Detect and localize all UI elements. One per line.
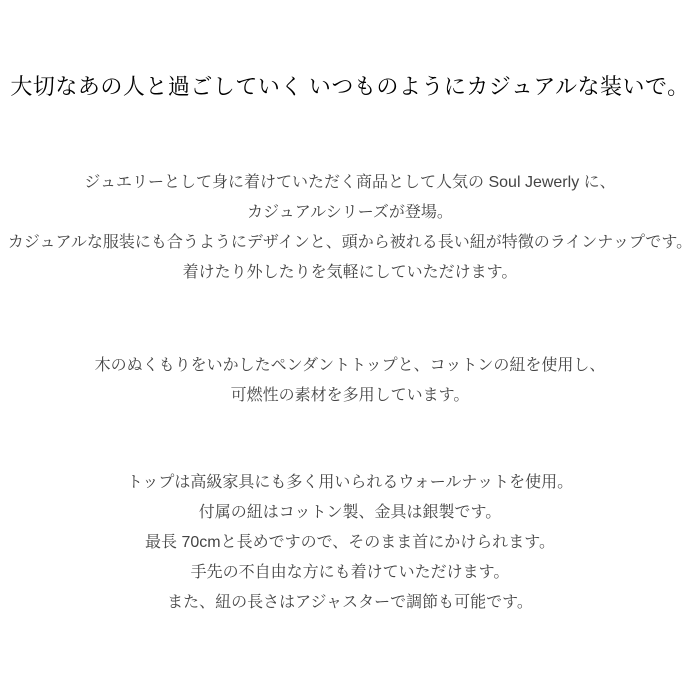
details-paragraph	[0, 468, 700, 618]
text-line: カジュアルな服装にも合うようにデザインと、頭から被れる長い紐が特徴のラインナップです。	[7, 234, 693, 251]
text-line: 手先の不自由な方にも着けていただけます。	[190, 564, 510, 581]
text-line: 付属の紐はコットン製、金具は銀製です。	[198, 504, 502, 521]
main-heading: 大切なあの人と過ごしていく いつものようにカジュアルな装いで。	[10, 74, 690, 99]
text-line: 着けたり外したりを気軽にしていただけます。	[182, 264, 518, 281]
text-line: 最長 70cmと長めですので、そのまま首にかけられます。	[145, 534, 555, 551]
text-line: トップは高級家具にも多く用いられるウォールナットを使用。	[126, 474, 574, 491]
text-line: カジュアルシリーズが登場。	[247, 204, 453, 221]
text-line: ジュエリーとして身に着けていただく商品として人気の Soul Jewerly に、	[84, 174, 616, 191]
text-line: 可燃性の素材を多用しています。	[230, 387, 470, 404]
intro-paragraph	[0, 168, 700, 288]
text-line: 木のぬくもりをいかしたペンダントトップと、コットンの紐を使用し、	[94, 357, 606, 374]
material-paragraph	[0, 351, 700, 411]
text-line: また、紐の長さはアジャスターで調節も可能です。	[167, 594, 533, 611]
